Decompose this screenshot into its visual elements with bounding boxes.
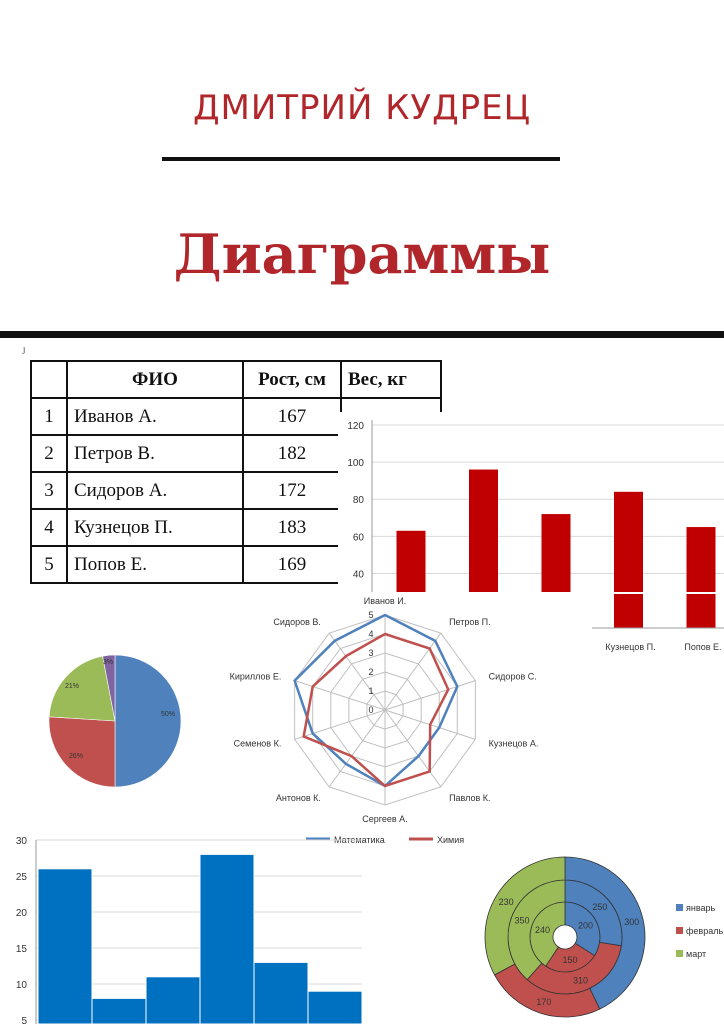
row-number: 2 — [31, 435, 67, 472]
radar-rtick-label: 0 — [368, 705, 374, 715]
bar2 — [254, 962, 308, 1024]
radar-category-label: Кириллов Е. — [229, 671, 282, 682]
row-height: 169 — [243, 546, 341, 583]
bar-ytick-label: 60 — [352, 532, 364, 544]
doughnut-label: 150 — [562, 954, 578, 965]
row-height: 167 — [243, 398, 341, 435]
radar-category-label: Кузнецов А. — [488, 738, 539, 749]
doughnut-label: 200 — [578, 920, 594, 931]
author-name: ДМИТРИЙ КУДРЕЦ — [192, 88, 532, 128]
table-header-fio: ФИО — [67, 361, 243, 398]
bar — [397, 531, 426, 592]
legend-label: февраль — [686, 926, 724, 936]
doughnut-label: 240 — [534, 925, 551, 936]
bar2-ytick-label: 25 — [15, 872, 27, 883]
bar — [687, 527, 716, 592]
radar-spoke — [329, 710, 385, 787]
legend-label: январь — [686, 903, 716, 913]
bar — [687, 594, 716, 628]
radar-rtick-label: 1 — [368, 686, 374, 696]
bar2 — [92, 998, 146, 1024]
bar2-ytick-label: 30 — [15, 836, 27, 847]
bar2 — [38, 869, 92, 1024]
bar-xtick-label: Кузнецов П. — [605, 642, 656, 652]
row-fio: Попов Е. — [67, 546, 243, 583]
radar-category-label: Петров П. — [449, 616, 491, 627]
legend-swatch — [676, 904, 683, 911]
doughnut-label: 170 — [536, 997, 552, 1008]
radar-spoke — [385, 633, 441, 710]
book-title: Диаграммы — [173, 222, 551, 286]
doughnut-label: 350 — [514, 915, 530, 926]
radar-category-label: Антонов К. — [275, 793, 321, 804]
bar2-ytick-label: 15 — [15, 944, 27, 955]
row-number: 4 — [31, 509, 67, 546]
doughnut-label: 310 — [573, 975, 589, 986]
radar-rtick-label: 2 — [368, 667, 374, 677]
row-height: 183 — [243, 509, 341, 546]
radar-rtick-label: 5 — [368, 610, 374, 620]
radar-rtick-label: 4 — [368, 629, 374, 639]
radar-category-label: Сидоров В. — [273, 616, 321, 627]
radar-spoke — [385, 681, 475, 710]
pie-label: 50% — [160, 711, 176, 718]
row-fio: Кузнецов П. — [67, 509, 243, 546]
bar2 — [200, 854, 254, 1024]
bar-ytick-label: 80 — [352, 495, 364, 507]
bar-xtick-label: Попов Е. — [684, 642, 722, 652]
bar-ytick-label: 100 — [347, 458, 364, 470]
legend-swatch — [676, 927, 683, 934]
doughnut-label: 250 — [592, 902, 608, 913]
pie-slice — [49, 717, 115, 787]
radar-series-line — [304, 634, 449, 786]
radar-category-label: Сергеев А. — [362, 814, 408, 824]
bar2 — [308, 991, 362, 1024]
bar — [614, 594, 643, 628]
doughnut-label: 300 — [624, 916, 640, 927]
pie-label: 3% — [102, 659, 114, 666]
row-height: 182 — [243, 435, 341, 472]
corner-mark: J — [22, 346, 26, 356]
radar-category-label: Семенов К. — [233, 738, 282, 749]
bar — [469, 470, 498, 592]
bar2-ytick-label: 10 — [15, 980, 27, 991]
row-height: 172 — [243, 472, 341, 509]
bar2-ytick-label: 20 — [15, 908, 27, 919]
radar-category-label: Павлов К. — [449, 793, 491, 804]
row-fio: Сидоров А. — [67, 472, 243, 509]
radar-spoke — [329, 633, 385, 710]
pie-slice — [115, 655, 181, 787]
bar-ytick-label: 40 — [352, 569, 364, 581]
table-header-height: Рост, см — [243, 361, 341, 398]
radar-series-line — [295, 615, 458, 786]
radar-category-label: Иванов И. — [363, 596, 407, 606]
doughnut-label: 230 — [498, 896, 514, 907]
row-fio: Иванов А. — [67, 398, 243, 435]
pie-label: 26% — [68, 753, 84, 760]
bar2 — [146, 977, 200, 1024]
bar-chart-panel — [338, 412, 724, 594]
table-header-weight: Вес, кг — [341, 361, 441, 398]
bar — [614, 492, 643, 592]
bar-ytick-label: 120 — [347, 421, 364, 432]
legend-label-math: Математика — [334, 835, 385, 845]
row-number: 5 — [31, 546, 67, 583]
bar2-ytick-label: 5 — [21, 1016, 27, 1024]
row-number: 3 — [31, 472, 67, 509]
bar — [542, 514, 571, 592]
pie-label: 21% — [64, 683, 80, 690]
radar-rtick-label: 3 — [368, 648, 374, 658]
legend-label-chem: Химия — [437, 835, 465, 845]
row-number: 1 — [31, 398, 67, 435]
radar-category-label: Сидоров С. — [488, 671, 537, 682]
legend-label: март — [686, 949, 707, 959]
row-fio: Петров В. — [67, 435, 243, 472]
legend-swatch — [676, 950, 683, 957]
